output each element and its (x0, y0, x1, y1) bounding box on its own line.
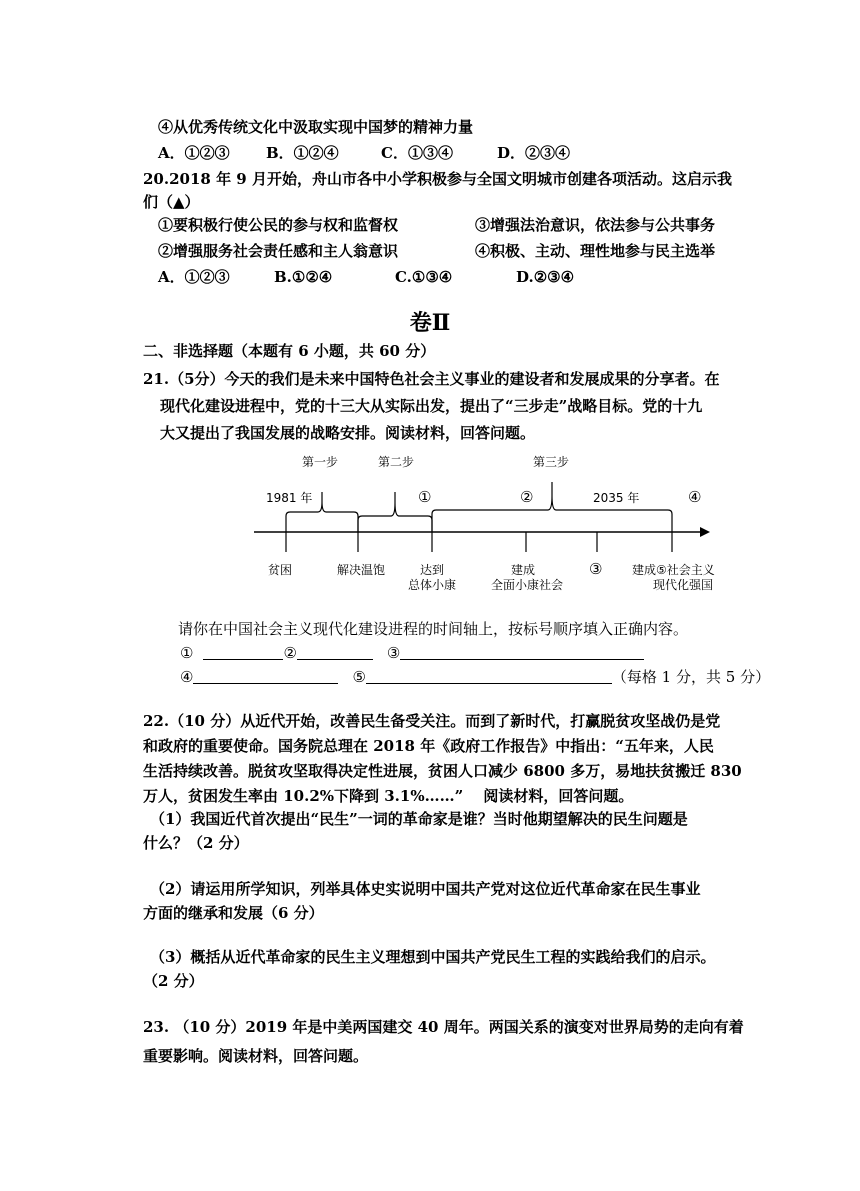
label-mark-2: ② (520, 488, 534, 506)
label-step-3: 第三步 (533, 455, 570, 469)
q22-line1: 22.（10 分）从近代开始，改善民生备受关注。而到了新时代，打赢脱贫攻坚战仍是党 (143, 712, 721, 730)
blank-label-5: ⑤ (352, 668, 366, 686)
q22-line2: 和政府的重要使命。国务院总理在 2018 年《政府工作报告》中指出：“五年来，人民 (143, 737, 714, 755)
blank-label-3: ③ (386, 644, 401, 662)
q22-sub3-line1: （3）概括从近代革命家的民生主义理想到中国共产党民生工程的实践给我们的启示。 (150, 948, 716, 966)
q19-item-4: ④从优秀传统文化中汲取实现中国梦的精神力量 (158, 118, 474, 136)
q19-option-c: C．①③④ (381, 144, 453, 162)
q21-score-note: （每格 1 分，共 5 分） (611, 668, 771, 686)
timeline-arrow-icon (700, 527, 710, 537)
q22-sub2-line2: 方面的继承和发展（6 分） (143, 904, 324, 922)
label-pinkun: 贫困 (268, 563, 293, 577)
label-year-2035: 2035 年 (593, 491, 640, 505)
answer-blank-2[interactable] (297, 643, 373, 660)
q23-line2: 重要影响。阅读材料，回答问题。 (143, 1047, 369, 1065)
label-qiangguo: 现代化强国 (653, 578, 714, 592)
section-header: 二、非选择题（本题有 6 小题，共 60 分） (143, 342, 436, 360)
q21-blank-row1 (180, 642, 644, 664)
q19-option-b: B．①②④ (266, 144, 339, 162)
q20-item-3: ③增强法治意识，依法参与公共事务 (475, 216, 716, 234)
q22-sub3-line2: （2 分） (143, 972, 204, 990)
q20-stem-line1: 20.2018 年 9 月开始，舟山市各中小学积极参与全国文明城市创建各项活动。这启示我 (143, 170, 732, 188)
bracket-step-3 (432, 482, 672, 532)
label-quanmian-xiaokang: 全面小康社会 (491, 578, 564, 592)
blank-label-4: ④ (180, 668, 194, 686)
q21-line1: 21.（5分）今天的我们是未来中国特色社会主义事业的建设者和发展成果的分享者。在 (143, 370, 720, 388)
label-jiancheng: 建成 (511, 563, 536, 577)
label-dadao: 达到 (420, 563, 445, 577)
q20-option-d: D.②③④ (516, 268, 575, 286)
q21-line3: 大又提出了我国发展的战略安排。阅读材料，回答问题。 (160, 424, 536, 442)
q20-option-b: B.①②④ (274, 268, 333, 286)
label-zongti-xiaokang: 总体小康 (408, 578, 457, 592)
q21-instruction: 请你在中国社会主义现代化建设进程的时间轴上，按标号顺序填入正确内容。 (178, 620, 689, 638)
q21-line2: 现代化建设进程中，党的十三大从实际出发，提出了“三步走”战略目标。党的十九 (160, 397, 703, 415)
q20-item-4: ④积极、主动、理性地参与民主选举 (475, 242, 716, 260)
q22-line3: 生活持续改善。脱贫攻坚取得决定性进展，贫困人口减少 6800 多万，易地扶贫搬迁 830 (143, 762, 742, 780)
label-mark-1: ① (418, 488, 432, 506)
blank-label-1: ① (180, 644, 194, 662)
section-title: 卷Ⅱ (409, 310, 451, 336)
q19-option-a: A．①②③ (158, 144, 230, 162)
label-step-2: 第二步 (378, 455, 415, 469)
q20-item-1: ①要积极行使公民的参与权和监督权 (158, 216, 399, 234)
q22-sub2-line1: （2）请运用所学知识，列举具体史实说明中国共产党对这位近代革命家在民生事业 (150, 880, 701, 898)
answer-blank-3[interactable] (400, 643, 644, 660)
blank-label-2: ② (283, 644, 297, 662)
q20-item-2: ②增强服务社会责任感和主人翁意识 (158, 242, 399, 260)
label-mark-4: ④ (688, 488, 702, 506)
q19-option-d: D．②③④ (497, 144, 571, 162)
q23-line1: 23. （10 分）2019 年是中美两国建交 40 周年。两国关系的演变对世界局势的走向有着 (143, 1018, 744, 1036)
q22-sub1-line2: 什么？（2 分） (143, 834, 249, 852)
label-step-1: 第一步 (302, 455, 339, 469)
q22-sub1-line1: （1）我国近代首次提出“民生”一词的革命家是谁？当时他期望解决的民生问题是 (150, 810, 688, 828)
label-mark-3: ③ (589, 560, 603, 578)
q20-stem-line2: 们（▲） (143, 193, 200, 211)
answer-blank-4[interactable] (193, 667, 338, 684)
label-year-1981: 1981 年 (266, 491, 313, 505)
q20-option-c: C.①③④ (395, 268, 453, 286)
label-wenbao: 解决温饱 (337, 563, 386, 577)
label-jiancheng-5: 建成⑤社会主义 (632, 563, 715, 577)
q21-blank-row2 (180, 666, 770, 688)
q22-line4: 万人，贫困发生率由 10.2%下降到 3.1%……” 阅读材料，回答问题。 (143, 787, 634, 805)
q20-option-a: A．①②③ (158, 268, 230, 286)
answer-blank-5[interactable] (366, 667, 612, 684)
answer-blank-1[interactable] (203, 643, 283, 660)
